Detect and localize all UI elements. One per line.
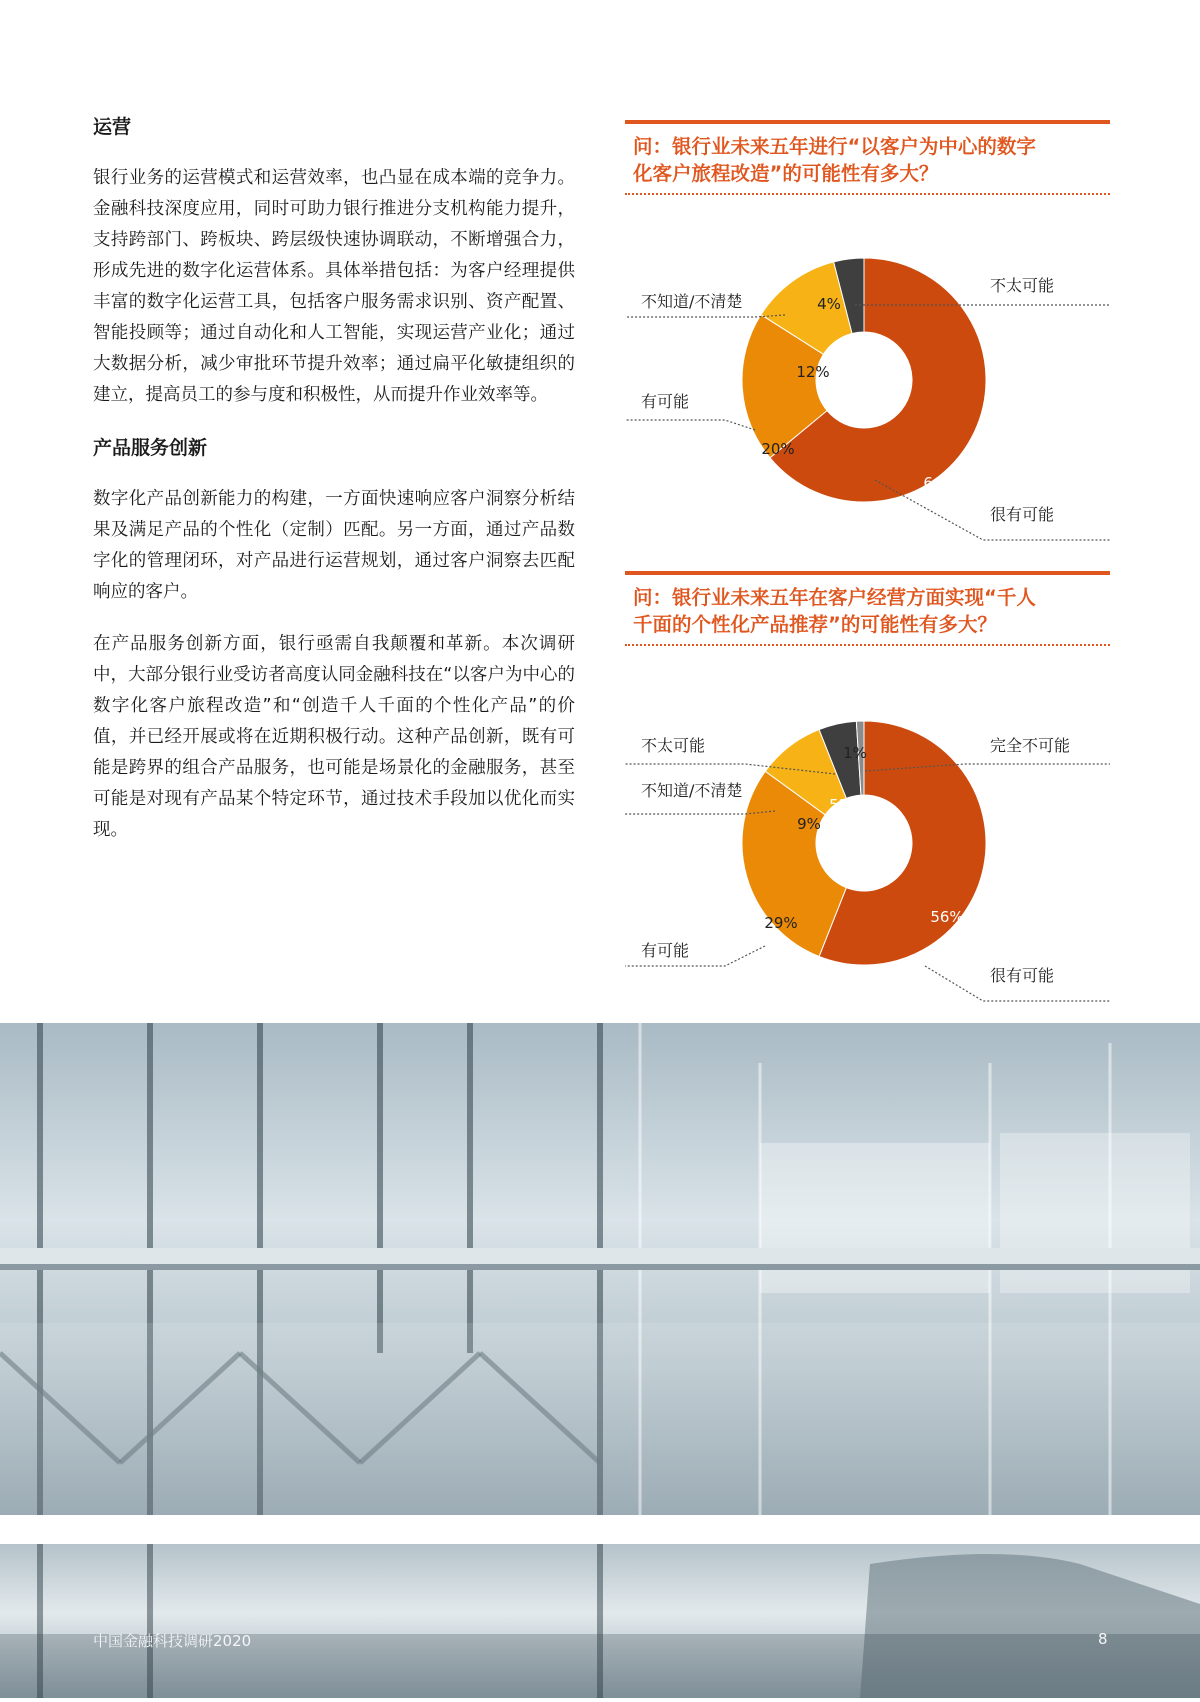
heading-product-innovation: 产品服务创新 [93,437,208,459]
footer-page-number: 8 [1098,1630,1108,1648]
category-label: 完全不可能 [990,736,1071,755]
category-label: 不知道/不清楚 [641,781,743,800]
slice-value-label: 1% [843,744,867,762]
architecture-photo-bottom [0,1544,1200,1698]
leader-line [625,420,755,430]
donut-chart [625,646,1110,985]
chart-title-line: 问：银行业未来五年在客户经营方面实现“千人 [633,586,1036,609]
slice-value-label: 12% [796,363,830,381]
footer-report-name: 中国金融科技调研2020 [93,1632,252,1650]
category-label: 有可能 [641,392,690,411]
paragraph-operations: 银行业务的运营模式和运营效率，也凸显在成本端的竞争力。金融科技深度应用，同时可助力银行推进分支机构能力提升，支持跨部门、跨板块、跨层级快速协调联动，不断增强合力，形成先进的数字化运营体系。具体举措包括：为客户经理提供丰富的数字化运营工具，包括客户服务需求识别、资产配置、智能投顾等；通过自动化和人工智能，实现运营产业化；通过大数据分析，减少审批环节提升效率；通过扁平化敏捷组织的建立，提高员工的参与度和积极性，从而提升作业效率等。 [93,168,575,405]
slice-value-label: 29% [764,914,798,932]
chart-journey-transformation [625,120,1110,524]
slice-value-label: 5% [829,796,853,814]
slice-value-label: 56% [930,908,964,926]
chart-personalized-products [625,571,1110,985]
category-label: 不太可能 [990,276,1055,295]
donut-chart [625,195,1110,524]
chart-title-line: 化客户旅程改造”的可能性有多大？ [633,162,939,185]
architecture-photo [0,1023,1200,1515]
glass-atrium-illustration [0,1544,1200,1698]
chart-title [625,575,1110,644]
category-label: 不太可能 [641,736,706,755]
article-text [93,112,575,867]
category-label: 不知道/不清楚 [641,292,743,311]
slice-value-label: 20% [761,440,795,458]
heading-operations: 运营 [93,116,132,138]
category-label: 很有可能 [990,966,1055,985]
glass-atrium-illustration [0,1023,1200,1515]
paragraph-product-1: 数字化产品创新能力的构建，一方面快速响应客户洞察分析结果及满足产品的个性化（定制）匹配。另一方面，通过产品数字化的管理闭环，对产品进行运营规划，通过客户洞察去匹配响应的客户。 [93,489,575,602]
slice-value-label: 9% [797,815,821,833]
chart-title-line: 问：银行业未来五年进行“以客户为中心的数字 [633,135,1036,158]
slice-value-label: 64% [923,474,957,492]
paragraph-product-2: 在产品服务创新方面，银行亟需自我颠覆和革新。本次调研中，大部分银行业受访者高度认同金融科技在“以客户为中心的数字化客户旅程改造”和“创造千人千面的个性化产品”的价值，并已经开展或将在近期积极行动。这种产品创新，既有可能是跨界的组合产品服务，也可能是场景化的金融服务，甚至可能是对现有产品某个特定环节，通过技术手段加以优化而实现。 [93,634,575,840]
chart-title-line: 千面的个性化产品推荐”的可能性有多大？ [633,613,997,636]
chart-title [625,124,1110,193]
category-label: 很有可能 [990,505,1055,524]
category-label: 有可能 [641,941,690,960]
slice-value-label: 4% [817,295,841,313]
